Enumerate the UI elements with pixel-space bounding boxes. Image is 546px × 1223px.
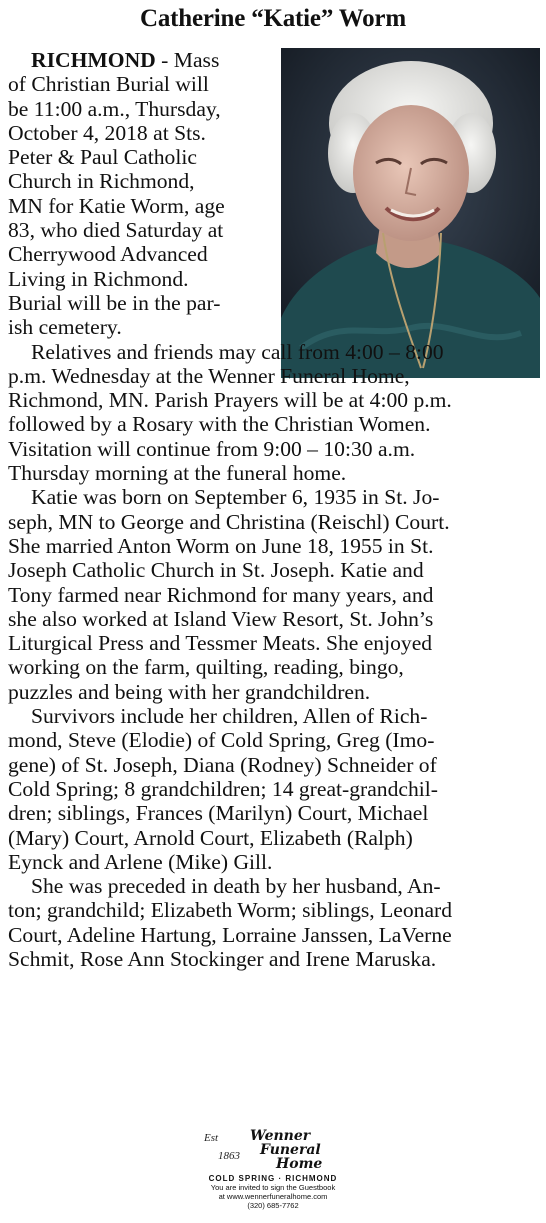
paragraph-service: [8, 48, 276, 340]
text-line: Schmit, Rose Ann Stockinger and Irene Maruska.: [8, 946, 437, 971]
text-line: p.m. Wednesday at the Wenner Funeral Home,: [8, 363, 410, 388]
obituary-body: [8, 48, 538, 971]
text-line: be 11:00 a.m., Thursday,: [8, 96, 221, 121]
text-line: she also worked at Island View Resort, St. John’s: [8, 606, 434, 631]
text-line: Burial will be in the par-: [8, 290, 221, 315]
text-line: Cold Spring; 8 grandchildren; 14 great-grandchil-: [8, 776, 438, 801]
text-line: Visitation will continue from 9:00 – 10:30 a.m.: [8, 436, 416, 461]
text-line: Survivors include her children, Allen of Rich-: [31, 704, 428, 729]
text-line: She married Anton Worm on June 18, 1955 in St.: [8, 533, 434, 558]
text-line: ton; grandchild; Elizabeth Worm; siblings, Leonard: [8, 898, 453, 923]
text-line: Richmond, MN. Parish Prayers will be at 4:00 p.m.: [8, 388, 452, 413]
text-line: Liturgical Press and Tessmer Meats. She enjoyed: [8, 631, 433, 656]
obituary-title: Catherine “Katie” Worm: [140, 5, 406, 32]
text-line: RICHMOND - Mass: [31, 48, 220, 72]
paragraph-preceded: [8, 874, 538, 971]
footer-guestbook: You are invited to sign the Guestbook: [210, 1183, 336, 1192]
funeral-home-logo: [198, 1128, 348, 1172]
text-line: seph, MN to George and Christina (Reischl) Court.: [8, 509, 450, 534]
text-line: She was preceded in death by her husband, An-: [31, 874, 441, 899]
footer-location: COLD SPRING · RICHMOND: [208, 1174, 338, 1183]
text-line: mond, Steve (Elodie) of Cold Spring, Greg (Imo-: [8, 728, 435, 753]
text-line: MN for Katie Worm, age: [8, 193, 225, 218]
text-line: Eynck and Arlene (Mike) Gill.: [8, 849, 273, 874]
text-line: puzzles and being with her grandchildren.: [8, 679, 371, 704]
logo-est: Est: [204, 1132, 219, 1144]
text-line: Katie was born on September 6, 1935 in St. Jo-: [31, 485, 440, 510]
text-line: ish cemetery.: [8, 315, 122, 340]
text-line: Cherrywood Advanced: [8, 242, 208, 267]
logo-year: 1863: [218, 1150, 240, 1162]
footer-phone: (320) 685-7762: [247, 1201, 299, 1210]
text-line: Court, Adeline Hartung, Lorraine Janssen, LaVerne: [8, 922, 452, 947]
text-line: 83, who died Saturday at: [8, 218, 224, 243]
footer-website: at www.wennerfuneralhome.com: [218, 1192, 328, 1201]
text-line: of Christian Burial will: [8, 72, 209, 97]
text-line: gene) of St. Joseph, Diana (Rodney) Schneider of: [8, 752, 437, 777]
paragraph-visitation: [8, 340, 538, 486]
paragraph-biography: [8, 485, 538, 704]
text-line: Peter & Paul Catholic: [8, 145, 197, 170]
funeral-home-footer: [0, 1128, 546, 1223]
text-line: October 4, 2018 at Sts.: [8, 120, 206, 145]
text-line: Thursday morning at the funeral home.: [8, 461, 347, 486]
text-line: Relatives and friends may call from 4:00 – 8:00: [31, 339, 444, 364]
text-line: Church in Richmond,: [8, 169, 195, 194]
paragraph-survivors: [8, 704, 538, 874]
logo-word-3: Home: [276, 1156, 323, 1172]
logo-word-1: Wenner: [250, 1128, 311, 1144]
text-line: Living in Richmond.: [8, 266, 189, 291]
text-line: Tony farmed near Richmond for many years, and: [8, 582, 434, 607]
text-line: working on the farm, quilting, reading, bingo,: [8, 655, 404, 680]
dateline: RICHMOND: [31, 48, 156, 72]
text-line: dren; siblings, Frances (Marilyn) Court, Michael: [8, 801, 429, 826]
logo-word-2: Funeral: [260, 1142, 321, 1158]
text-line: Joseph Catholic Church in St. Joseph. Katie and: [8, 558, 424, 583]
text-line: followed by a Rosary with the Christian Women.: [8, 412, 431, 437]
text-line: (Mary) Court, Arnold Court, Elizabeth (Ralph): [8, 825, 413, 850]
